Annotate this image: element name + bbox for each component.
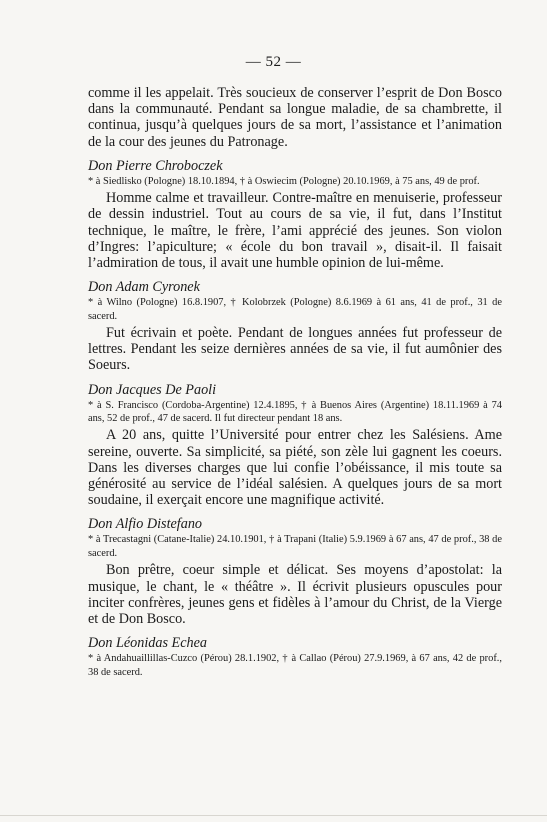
page-number: — 52 — bbox=[245, 54, 302, 70]
page-body bbox=[88, 85, 502, 681]
entry-dates: * à Andahuaillillas-Cuzco (Pérou) 28.1.1902, † à Callao (Pérou) 27.9.1969, à 67 ans, 42 de prof., 38 de sacerd. bbox=[88, 653, 502, 678]
page-bottom-edge bbox=[0, 815, 547, 816]
obituary-entry bbox=[88, 635, 502, 679]
entry-text: Homme calme et travailleur. Contre-maître en menuiserie, professeur de dessin industriel. Tout au cours de sa vie, il fut, dans l’Institut technique, le maître, le frère, l’ami apprécié des jeunes. Son violon d’Ingres: l’apiculture; « école du bon travail », disait-il. Il faisait l’admiration de tous, il avait une humble opinion de lui-même. bbox=[88, 190, 502, 272]
entry-name: Don Adam Cyronek bbox=[88, 279, 200, 296]
entry-text: A 20 ans, quitte l’Université pour entrer chez les Salésiens. Ame sereine, ouverte. Sa simplicité, sa piété, son zèle lui gagnent les coeurs. Dans les diverses charges que lui confie l’obéissance, il mis toute sa générosité au service de l’idéal salésien. A quelques jours de sa mort soudaine, il exerçait encore une magnifique activité. bbox=[88, 427, 502, 509]
obituary-entry bbox=[88, 279, 502, 373]
obituary-entry bbox=[88, 516, 502, 627]
entry-dates: * à Siedlisko (Pologne) 18.10.1894, † à Oswiecim (Pologne) 20.10.1969, à 75 ans, 49 de prof. bbox=[88, 175, 480, 187]
entry-dates: * à Trecastagni (Catane-Italie) 24.10.1901, † à Trapani (Italie) 5.9.1969 à 67 ans, 47 de prof., 38 de sacerd. bbox=[88, 534, 502, 559]
obituary-entry bbox=[88, 158, 502, 271]
entry-dates: * à S. Francisco (Cordoba-Argentine) 12.4.1895, † à Buenos Aires (Argentine) 18.11.1969 à 74 ans, 52 de prof., 47 de sacerd. Il fut directeur pendant 18 ans. bbox=[88, 399, 502, 425]
entry-dates: * à Wilno (Pologne) 16.8.1907, † Kolobrzek (Pologne) 8.6.1969 à 61 ans, 41 de prof., 31 de sacerd. bbox=[88, 297, 502, 322]
intro-paragraph: comme il les appelait. Très soucieux de conserver l’esprit de Don Bosco dans la communauté. Pendant sa longue maladie, de sa chambrette, il continua, jusqu’à quelques jours de sa mort, l’assistance et l’animation de la cour des jeunes du Patronage. bbox=[88, 85, 502, 150]
entry-name: Don Léonidas Echea bbox=[88, 635, 208, 652]
entry-text: Fut écrivain et poète. Pendant de longues années fut professeur de lettres. Pendant les seize dernières années de sa vie, il fut aumônier des Soeurs. bbox=[88, 325, 502, 374]
entry-name: Don Jacques De Paoli bbox=[88, 381, 217, 398]
entry-name: Don Pierre Chroboczek bbox=[88, 157, 223, 174]
obituary-entry bbox=[88, 382, 502, 509]
entry-text: Bon prêtre, coeur simple et délicat. Ses moyens d’apostolat: la musique, le chant, le « théâtre ». Il écrivit plusieurs opuscules pour inciter confrères, jeunes gens et fidèles à l’amour du Christ, de la Vierge et de Don Bosco. bbox=[88, 562, 502, 627]
entry-name: Don Alfio Distefano bbox=[88, 516, 203, 533]
